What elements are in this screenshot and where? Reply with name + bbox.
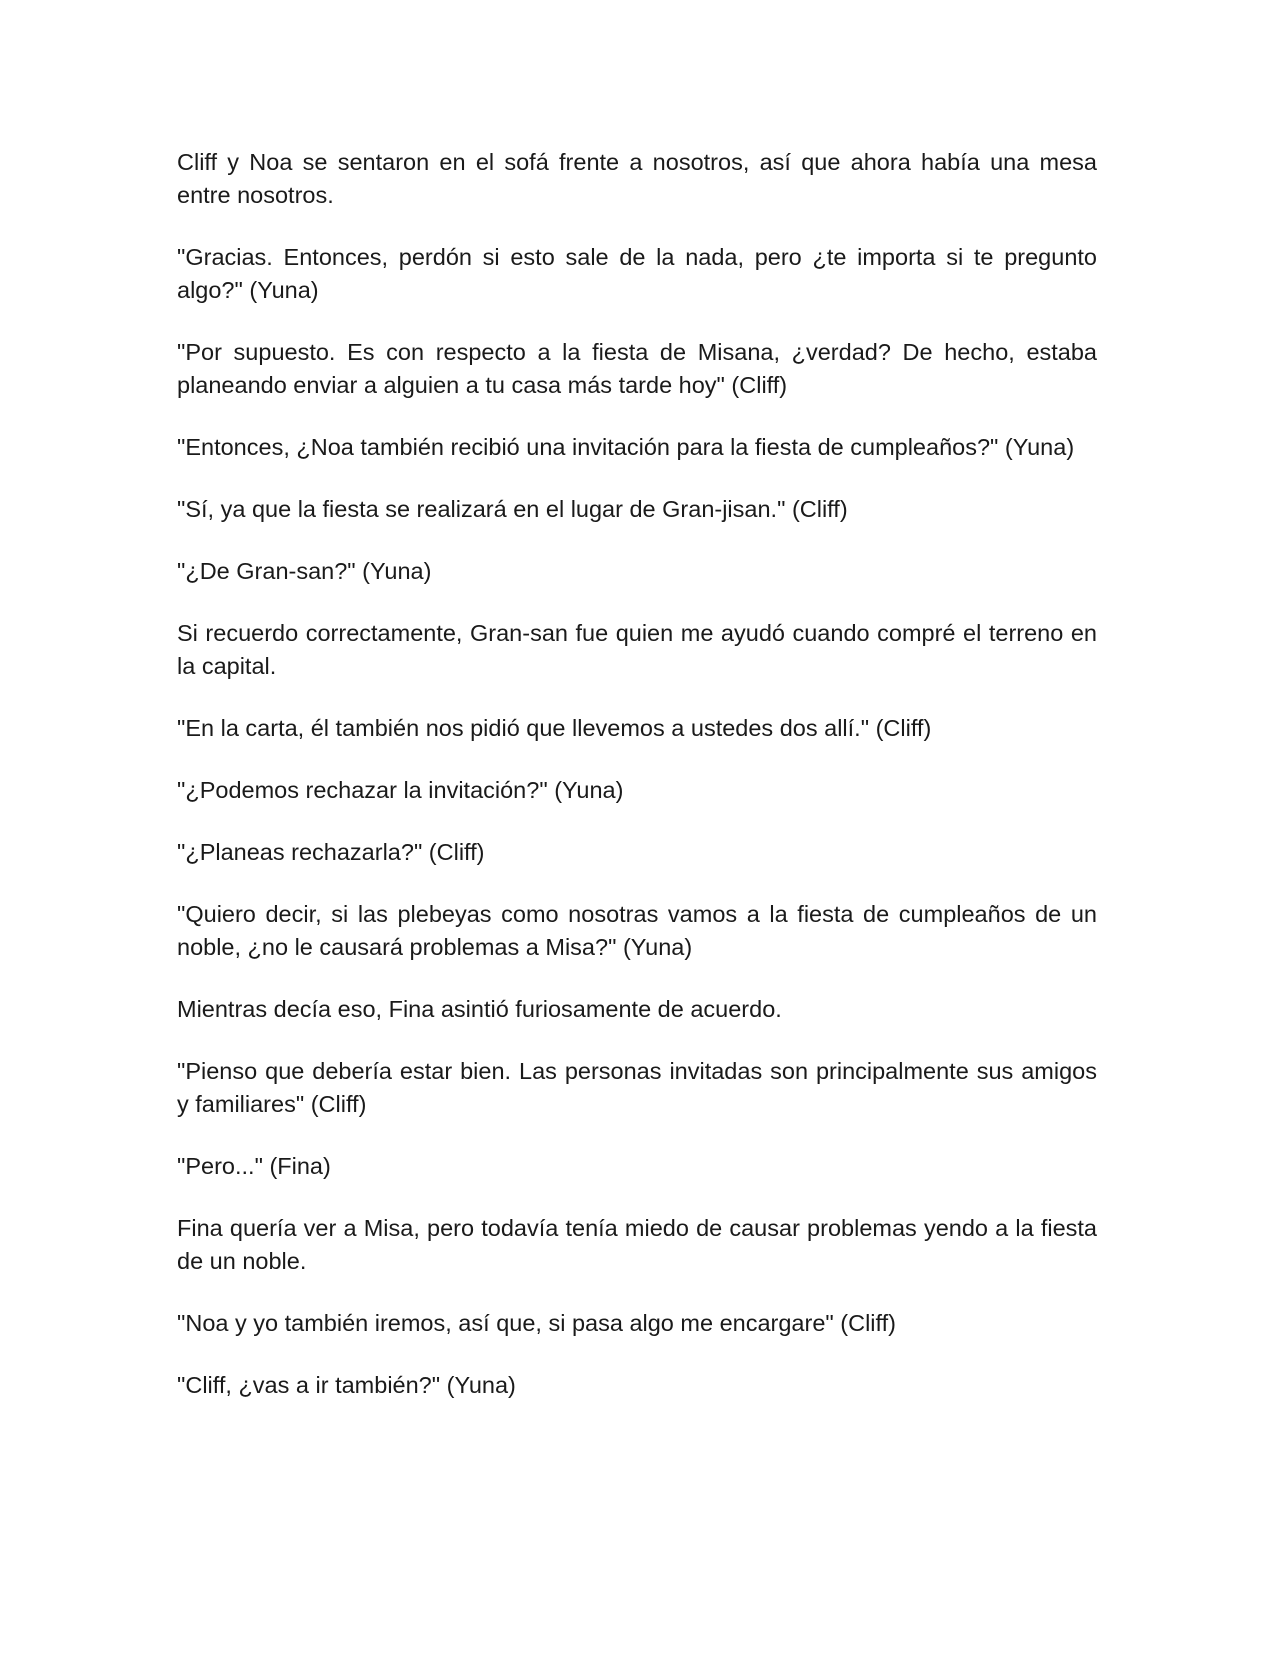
paragraph: "Pienso que debería estar bien. Las personas invitadas son principalmente sus amigos y familiares" (Cliff) bbox=[177, 1058, 1097, 1117]
paragraph: "En la carta, él también nos pidió que llevemos a ustedes dos allí." (Cliff) bbox=[177, 715, 932, 741]
paragraph: "Noa y yo también iremos, así que, si pasa algo me encargare" (Cliff) bbox=[177, 1310, 896, 1336]
paragraph: Mientras decía eso, Fina asintió furiosamente de acuerdo. bbox=[177, 996, 782, 1022]
paragraph: "Gracias. Entonces, perdón si esto sale de la nada, pero ¿te importa si te pregunto algo?" (Yuna) bbox=[177, 244, 1097, 303]
document-page bbox=[177, 146, 1097, 1431]
paragraph: Cliff y Noa se sentaron en el sofá frente a nosotros, así que ahora había una mesa entre nosotros. bbox=[177, 149, 1097, 208]
paragraph: "Entonces, ¿Noa también recibió una invitación para la fiesta de cumpleaños?" (Yuna) bbox=[177, 434, 1075, 460]
paragraph: "Cliff, ¿vas a ir también?" (Yuna) bbox=[177, 1372, 516, 1398]
paragraph: "¿De Gran-san?" (Yuna) bbox=[177, 558, 432, 584]
paragraph: "Pero..." (Fina) bbox=[177, 1153, 331, 1179]
paragraph: Fina quería ver a Misa, pero todavía tenía miedo de causar problemas yendo a la fiesta de un noble. bbox=[177, 1215, 1097, 1274]
paragraph: "Por supuesto. Es con respecto a la fiesta de Misana, ¿verdad? De hecho, estaba planeando enviar a alguien a tu casa más tarde hoy" (Cliff) bbox=[177, 339, 1097, 398]
paragraph: Si recuerdo correctamente, Gran-san fue quien me ayudó cuando compré el terreno en la capital. bbox=[177, 620, 1097, 679]
paragraph: "¿Planeas rechazarla?" (Cliff) bbox=[177, 839, 485, 865]
paragraph: "¿Podemos rechazar la invitación?" (Yuna) bbox=[177, 777, 624, 803]
paragraph: "Quiero decir, si las plebeyas como nosotras vamos a la fiesta de cumpleaños de un noble, ¿no le causará problemas a Misa?" (Yuna) bbox=[177, 901, 1097, 960]
paragraph: "Sí, ya que la fiesta se realizará en el lugar de Gran-jisan." (Cliff) bbox=[177, 496, 848, 522]
